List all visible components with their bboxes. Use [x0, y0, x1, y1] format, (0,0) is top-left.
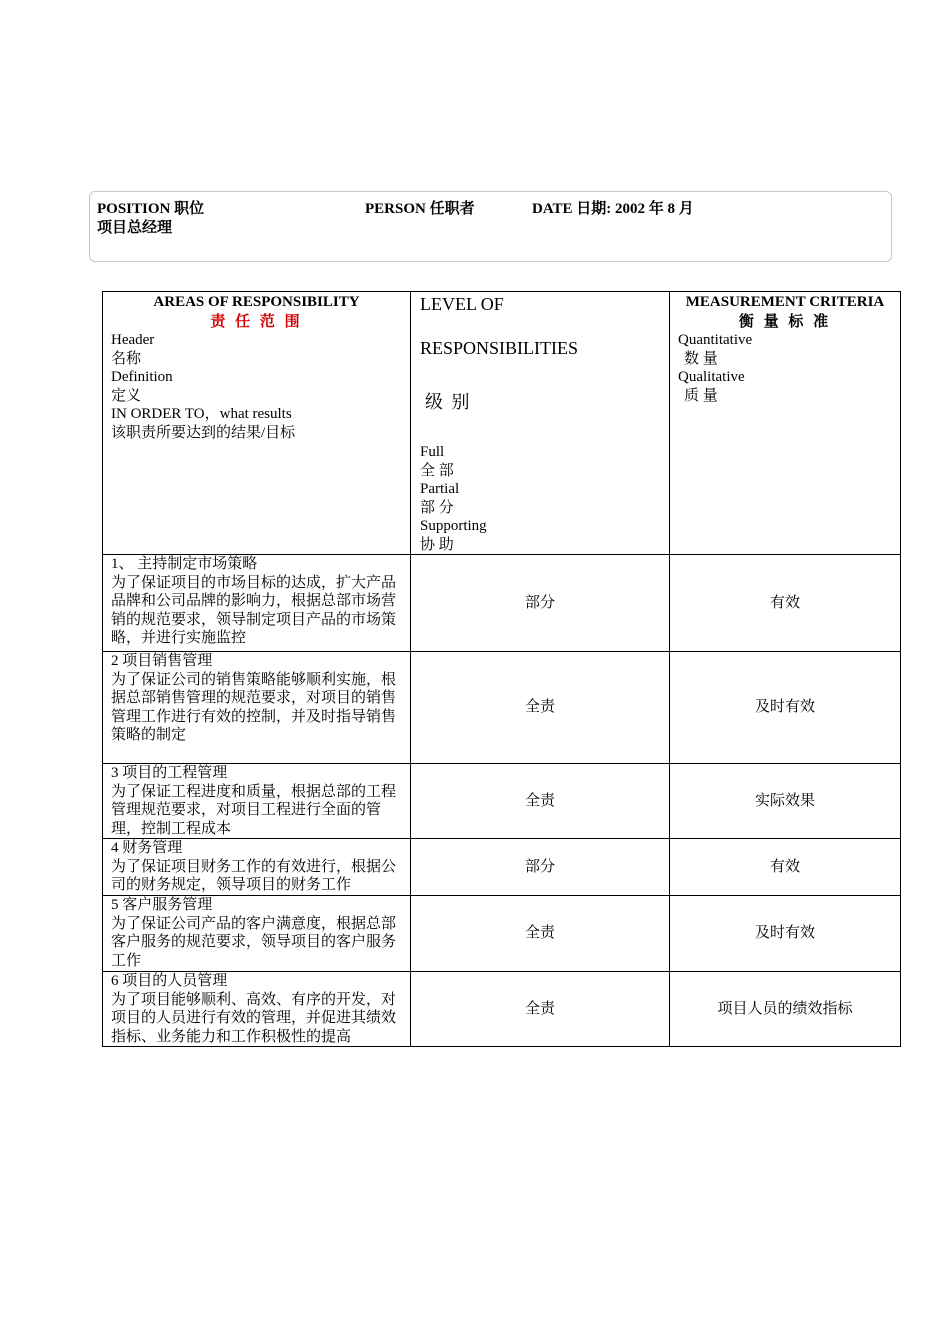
level-cell: 全责	[411, 652, 670, 764]
area-cell	[103, 896, 411, 972]
position-label: POSITION 职位	[97, 201, 205, 217]
level-cell: 全责	[411, 896, 670, 972]
area-cell	[103, 652, 411, 764]
areas-line: Header	[111, 332, 155, 348]
areas-title-cn: 责 任 范 围	[210, 313, 303, 330]
level-option: 协 助	[420, 536, 454, 553]
criteria-title-cn: 衡 量 标 准	[738, 313, 832, 330]
areas-line: IN ORDER TO，what results	[111, 406, 292, 422]
level-option: Supporting	[420, 518, 487, 534]
criteria-line: Qualitative	[678, 369, 745, 385]
area-title: 1、 主持制定市场策略	[111, 556, 258, 572]
area-title: 6 项目的人员管理	[111, 973, 228, 989]
criteria-cell: 有效	[670, 839, 901, 896]
areas-line: 名称	[111, 350, 142, 367]
responsibility-table	[102, 291, 901, 1047]
criteria-header-cell	[670, 292, 901, 555]
area-title: 3 项目的工程管理	[111, 765, 228, 781]
area-title: 5 客户服务管理	[111, 897, 213, 913]
level-option: 全 部	[420, 462, 454, 479]
area-description: 为了保证工程进度和质量，根据总部的工程管理规范要求，对项目工程进行全面的管理，控制工程成本	[111, 783, 397, 837]
areas-header-cell	[103, 292, 411, 555]
criteria-line: 质 量	[684, 387, 718, 404]
area-title: 4 财务管理	[111, 840, 183, 856]
level-option: 部 分	[420, 499, 454, 516]
position-header-box	[89, 191, 892, 262]
criteria-cell: 项目人员的绩效指标	[670, 972, 901, 1047]
areas-line: Definition	[111, 369, 173, 385]
area-cell	[103, 839, 411, 896]
area-cell	[103, 555, 411, 652]
area-title: 2 项目销售管理	[111, 653, 213, 669]
area-description: 为了保证公司产品的客户满意度，根据总部客户服务的规范要求，领导项目的客户服务工作	[111, 915, 397, 969]
table-row	[103, 839, 901, 896]
criteria-cell: 及时有效	[670, 652, 901, 764]
criteria-cell: 及时有效	[670, 896, 901, 972]
table-row	[103, 555, 901, 652]
area-description: 为了保证项目财务工作的有效进行，根据公司的财务规定，领导项目的财务工作	[111, 858, 397, 893]
level-cell: 全责	[411, 764, 670, 839]
area-cell	[103, 972, 411, 1047]
table-row	[103, 764, 901, 839]
position-value: 项目总经理	[97, 220, 173, 236]
level-title-cn: 级 别	[425, 392, 472, 412]
area-description: 为了保证公司的销售策略能够顺利实施，根据总部销售管理的规范要求，对项目的销售管理工作进行有效的控制，并及时指导销售策略的制定	[111, 671, 397, 743]
criteria-cell: 实际效果	[670, 764, 901, 839]
level-cell: 部分	[411, 839, 670, 896]
level-cell: 部分	[411, 555, 670, 652]
areas-line: 该职责所要达到的结果/目标	[111, 424, 296, 441]
person-label: PERSON 任职者	[365, 201, 475, 217]
table-row	[103, 896, 901, 972]
table-row	[103, 972, 901, 1047]
area-cell	[103, 764, 411, 839]
level-option: Full	[420, 444, 445, 460]
level-header-cell	[411, 292, 670, 555]
criteria-cell: 有效	[670, 555, 901, 652]
date-label: DATE 日期: 2002 年 8 月	[532, 201, 694, 217]
level-title-line2: RESPONSIBILITIES	[420, 338, 579, 358]
criteria-line: Quantitative	[678, 332, 753, 348]
criteria-line: 数 量	[684, 350, 718, 367]
table-header-row	[103, 292, 901, 555]
level-title-line1: LEVEL OF	[420, 294, 504, 314]
areas-title: AREAS OF RESPONSIBILITY	[153, 294, 360, 310]
areas-line: 定义	[111, 387, 142, 404]
level-cell: 全责	[411, 972, 670, 1047]
level-option: Partial	[420, 481, 460, 497]
area-description: 为了保证项目的市场目标的达成，扩大产品品牌和公司品牌的影响力，根据总部市场营销的规范要求，领导制定项目产品的市场策略，并进行实施监控	[111, 574, 397, 646]
criteria-title: MEASUREMENT CRITERIA	[685, 294, 885, 310]
area-description: 为了项目能够顺利、高效、有序的开发，对项目的人员进行有效的管理，并促进其绩效指标、业务能力和工作积极性的提高	[111, 991, 397, 1045]
table-row	[103, 652, 901, 764]
